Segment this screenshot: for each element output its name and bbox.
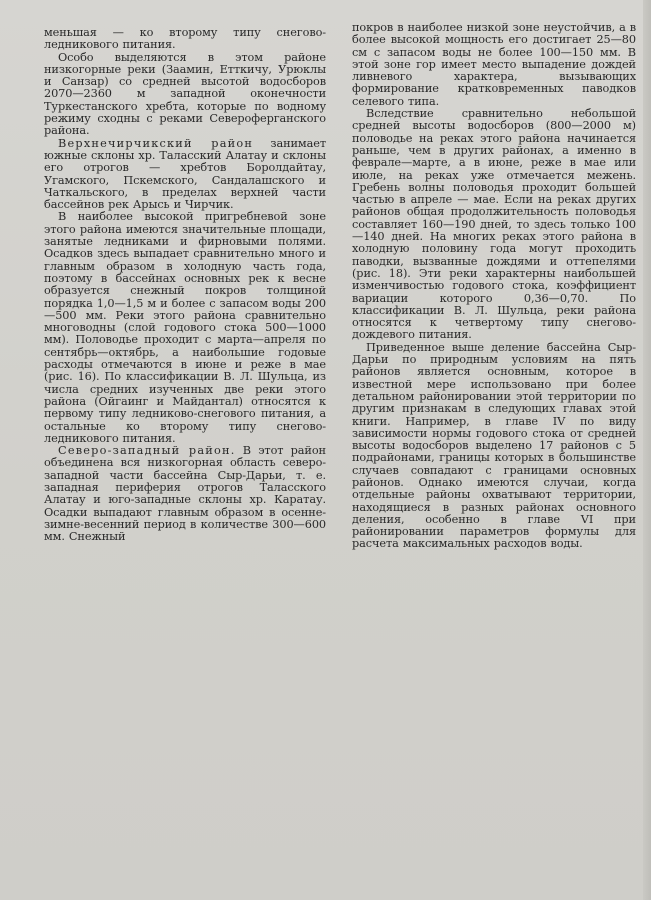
paragraph-high-zone: В наиболее высокой пригребневой зоне этого района имеются значительные площади, занятые ледниками и фирновыми полями. Осадков здесь выпадает сравнительно много и главным образом в холодную часть года, поэтому в бассейнах основных рек к весне образуется снежный покров толщиной порядка 1,0—1,5 м и более с запасом воды 200—500 мм. Реки этого района сравнительно многоводны (слой годового стока 500—1000 мм). Половодье проходит с марта—апреля по сентябрь—октябрь, а наибольшие годовые расходы отмечаются в июне и реже в мае (рис. 16). По классификации В. Л. Шульца, из числа средних изученных две реки этого района (Ойгаинг и Майдантал) относятся к первому типу ледниково-снегового питания, а остальные ко второму типу снегово-ледникового питания. bbox=[44, 210, 326, 445]
paragraph-flood: Вследствие сравнительно небольшой средней высоты водосборов (800—2000 м) половодье на реках этого района начинается раньше, чем в других районах, а именно в феврале—марте, а в июне, реже в мае или июле, на реках уже отмечается межень. Гребень волны половодья проходит большей частью в апреле — мае. Если на реках других районов общая продолжительность половодья составляет 160—190 дней, то здесь только 100—140 дней. На многих реках этого района в холодную половину года могут проходить паводки, вызванные дождями и оттепелями (рис. 18). Эти реки характерны наибольшей изменчивостью годового стока, коэффициент вариации которого 0,36—0,70. По классификации В. Л. Шульца, реки района относятся к четвертому типу снегово-дождевого питания. bbox=[352, 107, 636, 342]
region-text-northwest: В этот район объединена вся низкогорная область северо-западной части бассейна Сыр-Дарьи, т. е. западная периферия отрогов Таласского Алатау и юго-западные склоны хр. Каратау. Осадки выпадают главным образом в осенне-зимне-весенний период в количестве 300—600 мм. Снежный bbox=[44, 444, 326, 544]
page-edge bbox=[643, 0, 651, 900]
paragraph-1: меньшая — ко второму типу снегово-ледникового питания. bbox=[44, 26, 326, 52]
paragraph-zaamin: Особо выделяются в этом районе низкогорные реки (Заамин, Етткичу, Урюклы и Санзар) со средней высотой водосборов 2070—2360 м западной оконечности Туркестанского хребта, которые по водному режиму сходны с реками Североферганского района. bbox=[44, 50, 326, 138]
region-title-verkhnechirchik: Верхнечирчикский район bbox=[58, 136, 254, 150]
region-text-verkhnechirchik: занимает южные склоны хр. Таласский Алатау и склоны его отрогов — хребтов Боролдайтау, Угамского, Пскемского, Сандалашского и Чаткальского, в пределах верхней части бассейнов рек Арысь и Чирчик. bbox=[44, 136, 326, 212]
paragraph-verkhnechirchik bbox=[44, 138, 326, 212]
paragraph-northwest bbox=[44, 445, 326, 543]
right-text-column bbox=[352, 22, 636, 551]
region-title-northwest: Северо-западный район. bbox=[58, 444, 236, 458]
paragraph-snow-cover: покров в наиболее низкой зоне неустойчив, а в более высокой мощность его достигает 25—80 см с запасом воды не более 100—150 мм. В этой зоне гор имеет место выпадение дождей ливневого характера, вызывающих формирование кратковременных паводков селевого типа. bbox=[352, 21, 636, 108]
left-text-column bbox=[44, 27, 326, 543]
paragraph-division: Приведенное выше деление бассейна Сыр-Дарьи по природным условиям на пять районов является основным, которое в известной мере использовано при более детальном районировании этой территории по другим признакам в следующих главах этой книги. Например, в главе IV по виду зависимости нормы годового стока от средней высоты водосборов выделено 17 районов с 5 подрайонами, границы которых в большинстве случаев совпадают с границами основных районов. Однако имеются случаи, когда отдельные районы охватывают территории, находящиеся в разных районах основного деления, особенно в главе VI при районировании параметров формулы для расчета максимальных расходов воды. bbox=[352, 340, 636, 551]
